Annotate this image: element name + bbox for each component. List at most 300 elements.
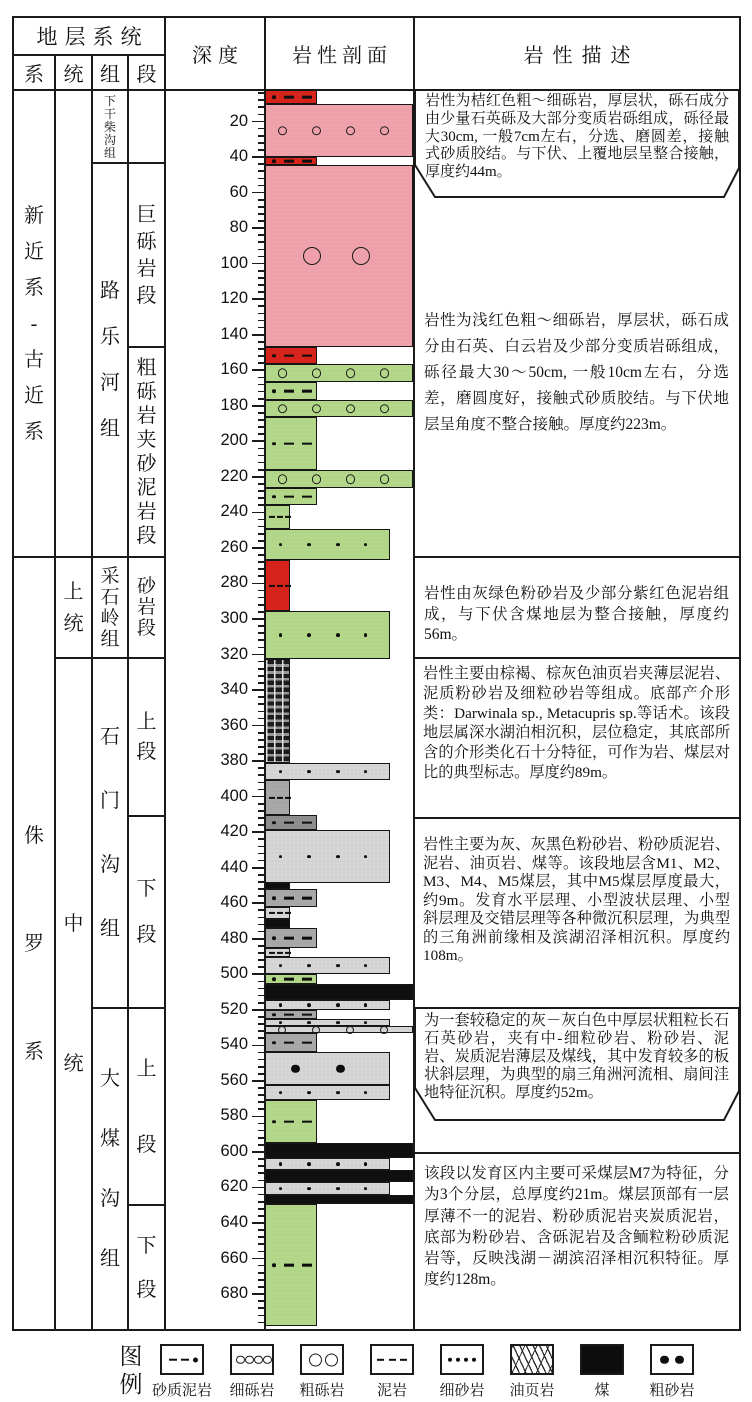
lithology-layer bbox=[265, 1085, 390, 1100]
lithology-layer bbox=[265, 1195, 413, 1204]
depth-label: 220 bbox=[220, 466, 248, 485]
depth-tick bbox=[258, 1279, 265, 1281]
strat-label-char: 组 bbox=[100, 1248, 120, 1270]
pattern-glyph bbox=[284, 1013, 294, 1016]
pattern-glyph bbox=[302, 495, 312, 498]
depth-tick bbox=[258, 568, 265, 570]
depth-tick bbox=[258, 1016, 265, 1018]
legend-swatch-coarsecong bbox=[300, 1344, 344, 1375]
strat-cell-xi bbox=[13, 557, 55, 1330]
pattern-glyph bbox=[272, 389, 276, 393]
pattern-glyph bbox=[307, 1003, 311, 1007]
depth-tick bbox=[258, 1229, 265, 1231]
lithology-layer bbox=[265, 529, 390, 560]
pattern-glyph bbox=[336, 1187, 340, 1191]
pattern-glyph bbox=[285, 951, 291, 953]
depth-tick bbox=[252, 227, 265, 229]
depth-label: 120 bbox=[220, 289, 248, 308]
strat-label-char: 河 bbox=[100, 372, 120, 394]
strat-cell-zu bbox=[92, 163, 128, 557]
depth-tick bbox=[258, 1265, 265, 1267]
pattern-glyph bbox=[302, 160, 312, 163]
depth-label: 580 bbox=[220, 1106, 248, 1125]
depth-tick bbox=[258, 1030, 265, 1032]
legend-title-char: 例 bbox=[119, 1371, 143, 1397]
depth-tick bbox=[258, 412, 265, 414]
depth-tick bbox=[252, 938, 265, 940]
strat-label-char: 中 bbox=[63, 913, 84, 935]
depth-tick bbox=[258, 348, 265, 350]
pattern-glyph bbox=[336, 1003, 340, 1007]
pattern-glyph bbox=[456, 1357, 461, 1362]
depth-tick bbox=[252, 1009, 265, 1011]
depth-tick bbox=[252, 618, 265, 620]
lithology-layer bbox=[265, 957, 390, 974]
pattern-glyph bbox=[263, 1355, 272, 1364]
lithology-layer bbox=[265, 417, 317, 470]
depth-tick bbox=[258, 135, 265, 137]
strat-label-char: 砂 bbox=[136, 576, 156, 597]
depth-tick bbox=[258, 1037, 265, 1039]
depth-label: 380 bbox=[220, 751, 248, 770]
depth-tick bbox=[258, 305, 265, 307]
pattern-glyph bbox=[272, 95, 276, 99]
pattern-glyph bbox=[302, 1264, 312, 1267]
depth-tick bbox=[258, 853, 265, 855]
depth-label: 440 bbox=[220, 857, 248, 876]
depth-tick bbox=[258, 377, 265, 379]
depth-label: 640 bbox=[220, 1213, 248, 1232]
depth-tick bbox=[258, 455, 265, 457]
grid-line-v bbox=[413, 16, 415, 1331]
depth-tick bbox=[258, 561, 265, 563]
lithology-layer bbox=[265, 1010, 317, 1019]
pattern-glyph bbox=[269, 796, 275, 798]
depth-label: 660 bbox=[220, 1248, 248, 1267]
pattern-glyph bbox=[303, 247, 321, 265]
depth-tick bbox=[258, 597, 265, 599]
pattern-glyph bbox=[346, 1026, 354, 1034]
depth-tick bbox=[258, 924, 265, 926]
pattern-glyph bbox=[389, 1358, 396, 1360]
lithology-layer bbox=[265, 104, 413, 157]
pattern-glyph bbox=[302, 96, 312, 99]
strat-label-char: 近 bbox=[24, 240, 44, 263]
strat-label-char: 沟 bbox=[100, 854, 120, 876]
depth-label: 500 bbox=[220, 964, 248, 983]
depth-tick bbox=[258, 1243, 265, 1245]
strat-label-char: 砾 bbox=[136, 381, 157, 403]
pattern-glyph bbox=[307, 633, 311, 637]
legend-label: 油页岩 bbox=[509, 1383, 555, 1399]
depth-label: 140 bbox=[220, 324, 248, 343]
depth-tick bbox=[258, 1272, 265, 1274]
lithology-layer bbox=[265, 611, 390, 659]
grid-line-h bbox=[413, 657, 741, 659]
pattern-glyph bbox=[269, 951, 275, 953]
strat-cell-duan bbox=[128, 163, 165, 347]
depth-tick bbox=[258, 448, 265, 450]
depth-label: 360 bbox=[220, 715, 248, 734]
depth-tick bbox=[258, 817, 265, 819]
pattern-glyph bbox=[169, 1358, 177, 1361]
depth-tick bbox=[252, 796, 265, 798]
strat-label-char: 段 bbox=[136, 1133, 157, 1156]
strat-label-char: 岩 bbox=[136, 597, 156, 618]
pattern-glyph bbox=[364, 1162, 368, 1166]
lithology-layer bbox=[265, 974, 317, 984]
pattern-glyph bbox=[307, 1187, 311, 1191]
pattern-glyph bbox=[277, 912, 283, 914]
depth-tick bbox=[258, 895, 265, 897]
depth-tick bbox=[252, 369, 265, 371]
strat-label-char: 段 bbox=[136, 618, 156, 639]
header-depth: 深度 bbox=[192, 45, 244, 67]
pattern-glyph bbox=[364, 1003, 368, 1007]
depth-tick bbox=[258, 1194, 265, 1196]
pattern-glyph bbox=[272, 159, 276, 163]
pattern-glyph bbox=[269, 516, 275, 518]
depth-tick bbox=[258, 1137, 265, 1139]
pattern-glyph bbox=[364, 1021, 368, 1025]
depth-label: 540 bbox=[220, 1035, 248, 1054]
strat-label-char: 侏 bbox=[24, 824, 44, 847]
strat-cell-duan bbox=[128, 1008, 165, 1205]
pattern-glyph bbox=[364, 770, 368, 774]
depth-tick bbox=[258, 696, 265, 698]
depth-tick bbox=[258, 917, 265, 919]
lithology-layer bbox=[265, 1170, 413, 1182]
pattern-glyph bbox=[675, 1355, 684, 1364]
grid-line-h bbox=[413, 1152, 741, 1154]
lithology-layer bbox=[265, 470, 413, 488]
pattern-glyph bbox=[336, 1064, 345, 1073]
depth-label: 40 bbox=[229, 147, 248, 166]
depth-tick bbox=[258, 881, 265, 883]
depth-tick bbox=[258, 241, 265, 243]
depth-tick bbox=[258, 575, 265, 577]
depth-tick bbox=[258, 739, 265, 741]
pattern-glyph bbox=[278, 368, 288, 378]
pattern-glyph bbox=[325, 1353, 338, 1366]
header-col-duan: 段 bbox=[136, 64, 157, 86]
depth-tick bbox=[258, 675, 265, 677]
depth-tick bbox=[252, 1222, 265, 1224]
lithology-layer bbox=[265, 1026, 413, 1033]
pattern-glyph bbox=[193, 1357, 198, 1362]
lithology-layer bbox=[265, 382, 317, 400]
pattern-glyph bbox=[336, 1091, 340, 1095]
lithology-layer bbox=[265, 157, 317, 165]
depth-tick bbox=[258, 128, 265, 130]
lithology-layer bbox=[265, 1204, 317, 1326]
depth-label: 340 bbox=[220, 680, 248, 699]
pattern-glyph bbox=[312, 126, 322, 136]
lithology-layer bbox=[265, 659, 290, 763]
lithology-layer bbox=[265, 364, 413, 382]
depth-tick bbox=[258, 199, 265, 201]
strat-cell-zu bbox=[92, 90, 128, 163]
legend-label: 粗砾岩 bbox=[299, 1383, 345, 1399]
lithology-layer bbox=[265, 919, 290, 928]
pattern-glyph bbox=[272, 896, 276, 900]
lithology-layer bbox=[265, 1033, 317, 1052]
lithology-layer bbox=[265, 763, 390, 780]
depth-tick bbox=[258, 782, 265, 784]
depth-tick bbox=[258, 483, 265, 485]
depth-tick bbox=[258, 810, 265, 812]
lithology-layer bbox=[265, 928, 317, 948]
pattern-glyph bbox=[284, 442, 294, 445]
depth-tick bbox=[258, 746, 265, 748]
depth-tick bbox=[252, 1293, 265, 1295]
depth-tick bbox=[258, 234, 265, 236]
depth-tick bbox=[252, 547, 265, 549]
pattern-glyph bbox=[400, 1358, 407, 1360]
pattern-glyph bbox=[307, 770, 311, 774]
strat-cell-duan bbox=[128, 1205, 165, 1330]
depth-tick bbox=[258, 206, 265, 208]
depth-tick bbox=[258, 341, 265, 343]
legend-swatch-mud bbox=[370, 1344, 414, 1375]
lithology-description: 岩性主要为灰、灰黑色粉砂岩、粉砂质泥岩、泥岩、油页岩、煤等。该段地层含M1、M2、M3、M4、M5煤层，其中M5煤层厚度最大，约9m。发育水平层理、小型波状层理、小型斜层理及交错层理等各种微沉积层理，为典型的三角洲前缘相及滨湖沼泽相沉积。厚度约108m。 bbox=[423, 836, 730, 964]
pattern-glyph bbox=[336, 964, 340, 968]
pattern-glyph bbox=[236, 1355, 245, 1364]
depth-tick bbox=[258, 1201, 265, 1203]
header-col-tong: 统 bbox=[63, 64, 84, 86]
pattern-glyph bbox=[302, 354, 312, 357]
lithology-description: 岩性由灰绿色粉砂岩及少部分紫红色泥岩组成，与下伏含煤地层为整合接触，厚度约56m。 bbox=[424, 585, 729, 643]
depth-tick bbox=[252, 476, 265, 478]
strat-cell-zu bbox=[92, 557, 128, 658]
depth-tick bbox=[258, 149, 265, 151]
strat-label-char: 上 bbox=[63, 580, 84, 603]
depth-tick bbox=[252, 512, 265, 514]
depth-tick bbox=[258, 384, 265, 386]
depth-tick bbox=[258, 114, 265, 116]
legend-label: 细砂岩 bbox=[439, 1383, 485, 1399]
depth-label: 400 bbox=[220, 786, 248, 805]
depth-tick bbox=[258, 533, 265, 535]
depth-tick bbox=[252, 334, 265, 336]
depth-tick bbox=[258, 590, 265, 592]
pattern-glyph bbox=[272, 495, 276, 499]
depth-tick bbox=[252, 689, 265, 691]
strat-label-char: 段 bbox=[136, 924, 157, 946]
lithology-layer bbox=[265, 1019, 390, 1026]
pattern-glyph bbox=[277, 796, 283, 798]
strat-label-char: 砾 bbox=[136, 230, 157, 253]
pattern-glyph bbox=[302, 1013, 312, 1016]
depth-tick bbox=[258, 1322, 265, 1324]
depth-tick bbox=[258, 860, 265, 862]
strat-label-char: 岩 bbox=[136, 257, 157, 280]
depth-label: 200 bbox=[220, 431, 248, 450]
pattern-glyph bbox=[364, 1091, 368, 1095]
strat-label-char: 罗 bbox=[24, 932, 44, 955]
lithology-layer bbox=[265, 830, 390, 883]
lithology-layer bbox=[265, 1182, 390, 1195]
depth-tick bbox=[258, 1307, 265, 1309]
depth-tick bbox=[258, 1130, 265, 1132]
depth-tick bbox=[258, 803, 265, 805]
legend-label: 细砾岩 bbox=[229, 1383, 275, 1399]
strat-label-char: 柴 bbox=[103, 119, 116, 134]
depth-tick bbox=[258, 1123, 265, 1125]
legend-label: 煤 bbox=[594, 1383, 610, 1399]
depth-tick bbox=[258, 753, 265, 755]
pattern-glyph bbox=[284, 897, 294, 900]
depth-tick bbox=[258, 604, 265, 606]
depth-tick bbox=[258, 682, 265, 684]
pattern-glyph bbox=[284, 1264, 294, 1267]
pattern-glyph bbox=[284, 354, 294, 357]
lithology-description: 岩性为浅红色粗～细砾岩，厚层状，砾石成分由石英、白云岩及少部分变质岩砾组成，砾径最大30～50cm, 一般10cm左右，分选差，磨圆度好，接触式砂质胶结。与下伏地层呈角度不整合接触。厚度约223m。 bbox=[424, 312, 729, 433]
legend-label: 泥岩 bbox=[376, 1383, 407, 1399]
depth-tick bbox=[252, 1080, 265, 1082]
strat-label-char: 沟 bbox=[100, 1188, 120, 1210]
depth-tick bbox=[258, 1023, 265, 1025]
lithology-layer bbox=[265, 560, 290, 611]
lithology-layer bbox=[265, 780, 290, 815]
depth-tick bbox=[258, 888, 265, 890]
pattern-glyph bbox=[272, 1013, 276, 1017]
depth-tick bbox=[252, 1258, 265, 1260]
depth-tick bbox=[258, 185, 265, 187]
strat-cell-tong bbox=[55, 658, 92, 1330]
pattern-glyph bbox=[269, 912, 275, 914]
depth-tick bbox=[252, 298, 265, 300]
depth-tick bbox=[258, 362, 265, 364]
grid-line-h bbox=[12, 16, 741, 18]
pattern-glyph bbox=[277, 516, 283, 518]
pattern-glyph bbox=[336, 770, 340, 774]
pattern-glyph bbox=[284, 495, 294, 498]
depth-tick bbox=[252, 1116, 265, 1118]
lithology-layer bbox=[265, 1052, 390, 1085]
depth-label: 480 bbox=[220, 928, 248, 947]
pattern-glyph bbox=[279, 770, 283, 774]
depth-tick bbox=[258, 99, 265, 101]
pattern-glyph bbox=[302, 821, 312, 824]
legend-title bbox=[114, 1342, 148, 1398]
legend-swatch-finesand bbox=[440, 1344, 484, 1375]
pattern-glyph bbox=[380, 126, 390, 136]
depth-tick bbox=[252, 867, 265, 869]
depth-tick bbox=[258, 1300, 265, 1302]
lithology-layer bbox=[265, 505, 290, 529]
depth-tick bbox=[258, 355, 265, 357]
pattern-glyph bbox=[448, 1357, 453, 1362]
pattern-glyph bbox=[269, 584, 275, 586]
pattern-glyph bbox=[336, 633, 340, 637]
pattern-glyph bbox=[346, 126, 356, 136]
pattern-glyph bbox=[312, 474, 322, 484]
strat-label-char: 系 bbox=[24, 276, 44, 299]
pattern-glyph bbox=[272, 821, 276, 825]
pattern-glyph bbox=[272, 354, 276, 358]
depth-tick bbox=[258, 256, 265, 258]
depth-tick bbox=[258, 526, 265, 528]
depth-tick bbox=[252, 1187, 265, 1189]
pattern-glyph bbox=[181, 1358, 189, 1361]
depth-tick bbox=[258, 284, 265, 286]
depth-label: 100 bbox=[220, 253, 248, 272]
legend-label: 粗砂岩 bbox=[649, 1383, 695, 1399]
depth-tick bbox=[258, 92, 265, 94]
depth-label: 280 bbox=[220, 573, 248, 592]
pattern-glyph bbox=[278, 404, 288, 414]
depth-tick bbox=[258, 767, 265, 769]
depth-tick bbox=[258, 874, 265, 876]
strat-label-char: 路 bbox=[100, 280, 120, 302]
pattern-glyph bbox=[380, 474, 390, 484]
lithology-layer bbox=[265, 165, 413, 347]
strat-label-char: 上 bbox=[136, 711, 157, 733]
depth-label: 160 bbox=[220, 360, 248, 379]
pattern-glyph bbox=[364, 1187, 368, 1191]
depth-tick bbox=[252, 831, 265, 833]
strat-cell-zu bbox=[92, 1008, 128, 1330]
depth-tick bbox=[258, 1052, 265, 1054]
pattern-glyph bbox=[302, 442, 312, 445]
pattern-glyph bbox=[279, 1162, 283, 1166]
header-lithology-profile: 岩性剖面 bbox=[292, 45, 392, 67]
pattern-glyph bbox=[346, 368, 356, 378]
lithology-description: 该段以发育区内主要可采煤层M7为特征，分为3个分层，总厚度约21m。煤层顶部有一层厚薄不一的泥岩、粉砂质泥岩夹炭质泥岩，底部为粉砂岩、含砾泥岩及含鲕粒粉砂质泥岩等，反映浅湖－湖滨沼泽相沉积特征。厚度约128m。 bbox=[424, 1165, 729, 1289]
depth-label: 180 bbox=[220, 395, 248, 414]
strat-label-char: 下 bbox=[103, 93, 116, 108]
legend-swatch-finecong bbox=[230, 1344, 274, 1375]
depth-tick bbox=[258, 952, 265, 954]
depth-tick bbox=[258, 838, 265, 840]
header-col-zu: 组 bbox=[100, 64, 120, 86]
strat-label-char: 岩 bbox=[136, 501, 157, 523]
pattern-glyph bbox=[279, 1003, 283, 1007]
depth-label: 20 bbox=[229, 111, 248, 130]
strat-label-char: 巨 bbox=[136, 203, 157, 226]
strat-cell-xi bbox=[13, 90, 55, 557]
strat-label-char: 古 bbox=[24, 348, 44, 371]
pattern-glyph bbox=[272, 442, 276, 446]
depth-tick bbox=[258, 469, 265, 471]
depth-tick bbox=[258, 1073, 265, 1075]
depth-tick bbox=[258, 988, 265, 990]
depth-label: 520 bbox=[220, 999, 248, 1018]
pattern-glyph bbox=[364, 855, 368, 859]
depth-tick bbox=[258, 1236, 265, 1238]
lithology-layer bbox=[265, 488, 317, 505]
pattern-glyph bbox=[364, 543, 368, 547]
pattern-glyph bbox=[279, 855, 283, 859]
depth-tick bbox=[258, 1286, 265, 1288]
depth-tick bbox=[258, 519, 265, 521]
pattern-glyph bbox=[272, 977, 276, 981]
pattern-glyph bbox=[346, 404, 356, 414]
lithology-description: 岩性为桔红色粗～细砾岩，厚层状，砾石成分由少量石英砾及大部分变质岩砾组成，砾径最大30cm, 一般7cm左右，分选、磨圆差，接触式砂质胶结。与下伏、上覆地层呈整合接触，厚度约44m。 bbox=[425, 93, 729, 181]
lithology-description: 为一套较稳定的灰－灰白色中厚层状粗粒长石石英砂岩，夹有中-细粒砂岩、粉砂岩、泥岩、炭质泥岩薄层及煤线，其中发育较多的板状斜层理，为典型的扇三角洲河流相、扇间洼地特征沉积。厚度约52m。 bbox=[424, 1012, 729, 1101]
depth-tick bbox=[258, 1172, 265, 1174]
pattern-glyph bbox=[377, 1358, 384, 1360]
depth-tick bbox=[258, 995, 265, 997]
depth-tick bbox=[258, 1066, 265, 1068]
strat-cell-tong bbox=[55, 557, 92, 658]
header-col-xi: 系 bbox=[24, 64, 44, 86]
pattern-glyph bbox=[272, 1120, 276, 1124]
strat-label-char: 组 bbox=[100, 628, 120, 650]
header-lithology-description: 岩性描述 bbox=[523, 45, 640, 67]
depth-tick bbox=[252, 760, 265, 762]
